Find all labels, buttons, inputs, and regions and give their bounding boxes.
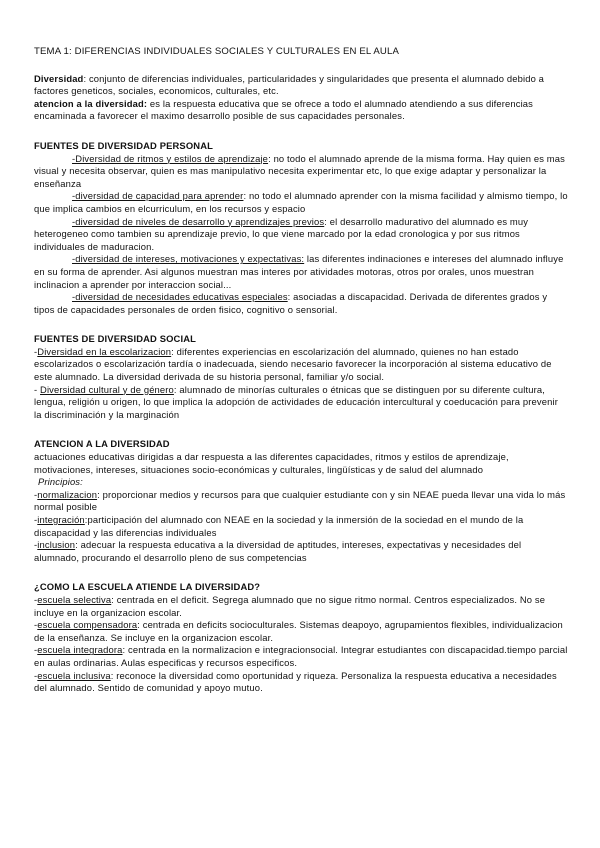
escuela-prefix: -: [34, 644, 38, 656]
escuela-text: : centrada en deficits socioculturales. Sistemas deapoyo, agrupamientos flexibles, individualizacion de la enseñanza. Se incluye en la organizacion escolar.: [34, 619, 563, 643]
social-item: [34, 346, 568, 384]
definition-diversidad: [34, 73, 568, 98]
section-heading-social: FUENTES DE DIVERSIDAD SOCIAL: [34, 333, 197, 345]
social-item-prefix: -: [34, 345, 38, 357]
personal-item-term: -diversidad de niveles de desarrollo y aprendizajes previos: [72, 215, 325, 227]
atencion-intro: actuaciones educativas dirigidas a dar respuesta a las diferentes capacidades, ritmos y estilos de aprendizaje, motivaciones, intereses, situaciones socio-económicas y culturales, lingüísticas y de salud del alumnado: [34, 451, 509, 475]
section-heading-escuela: ¿COMO LA ESCUELA ATIENDE LA DIVERSIDAD?: [34, 581, 261, 593]
social-section: [34, 333, 568, 421]
term-atencion: atencion a la diversidad:: [34, 97, 148, 109]
personal-item-term: -Diversidad de ritmos y estilos de aprendizaje: [72, 152, 269, 164]
personal-item-text: : no todo el alumnado aprender con la misma facilidad y almismo tiempo, lo que implica cambios en elcurriculum, en los recursos y espacio: [34, 190, 568, 214]
personal-item-text: las diferentes indinaciones e intereses del alumnado influye en su forma de aprender. Asi algunos muestran mas interes por atividades motoras, otros por orales, unos muestran inclinacion a aprender por interaccion social...: [34, 253, 564, 290]
personal-item: [34, 291, 568, 316]
definition-diversidad-text: : conjunto de diferencias individuales, particularidades y singularidades que presenta el alumnado debido a factores geneticos, sociales, economicos, culturales, etc.: [34, 72, 545, 97]
escuela-item: [34, 619, 568, 644]
principle-text: : proporcionar medios y recursos para que cualquier estudiante con y sin NEAE pueda llevar una vida lo más normal posible: [34, 488, 566, 513]
escuela-term: escuela selectiva: [37, 593, 112, 605]
escuela-prefix: -: [34, 619, 38, 631]
personal-item-text: : asociadas a discapacidad. Derivada de diferentes grados y tipos de capacidades personales de orden fisico, cognitivo o sensorial.: [34, 291, 548, 315]
personal-item: [34, 216, 568, 254]
escuela-term: escuela integradora: [37, 644, 123, 656]
personal-item-term: -diversidad de intereses, motivaciones y expectativas:: [72, 253, 305, 265]
escuela-text: : centrada en el deficit. Segrega alumnado que no sigue ritmo normal. Centros especializados. No se incluye en la organizacion escolar.: [34, 593, 546, 618]
social-item-term: Diversidad cultural y de género: [40, 383, 174, 395]
personal-item-text: : no todo el alumnado aprende de la misma forma. Hay quien es mas visual y necesita observar, quien es mas manipulativo necesita experimentar etc, lo que exige adaptar y personalizar la enseñanza: [34, 152, 565, 189]
social-item-text: : alumnado de minorías culturales o étnicas que se distinguen por su diferente cultura, lengua, religión u origen, lo que implica la adopción de actividades de educación intercultural y coeducación para prevenir la discriminación y la marginación: [34, 383, 558, 420]
escuela-prefix: -: [34, 669, 38, 681]
principle-term: normalizacion: [37, 488, 98, 500]
escuela-prefix: -: [34, 593, 38, 605]
social-item-prefix: -: [34, 383, 41, 395]
section-heading-atencion: ATENCION A LA DIVERSIDAD: [34, 438, 170, 450]
principle-term: integración: [37, 514, 85, 525]
principle-item: [34, 539, 568, 564]
escuela-text: : reconoce la diversidad como oportunidad y riqueza. Personaliza la respuesta educativa a necesidades del alumnado. Sentido de comunidad y apoyo mutuo.: [34, 669, 557, 694]
principle-item: [34, 514, 568, 539]
principle-text: : adecuar la respuesta educativa a la diversidad de aptitudes, intereses, expectativas y necesidades del alumnado, procurando el desarrollo pleno de sus competencias: [34, 539, 522, 563]
principle-prefix: -: [34, 514, 38, 525]
escuela-term: escuela compensadora: [37, 619, 138, 631]
principle-text: :participación del alumnado con NEAE en la sociedad y la inmersión de la sociedad en el mundo de la discapacidad y las diferencias individuales: [34, 514, 524, 538]
atencion-section: [34, 438, 568, 564]
social-item-term: Diversidad en la escolarizacion: [37, 345, 172, 357]
escuela-term: escuela inclusiva: [37, 669, 111, 681]
principle-prefix: -: [34, 488, 38, 500]
principle-prefix: -: [34, 539, 38, 551]
personal-section: [34, 140, 568, 316]
escuela-text: : centrada en la normalizacion e integracionsocial. Integrar estudiantes con discapacidad.tiempo parcial en aulas ordinarias. Aulas especificas y recursos especificos.: [34, 644, 568, 668]
personal-item-term: -diversidad de capacidad para aprender: [72, 190, 244, 202]
personal-item: [34, 253, 568, 291]
principle-item: [34, 489, 568, 514]
definitions-section: [34, 73, 568, 123]
escuela-item: [34, 594, 568, 619]
principles-label: Principios:: [38, 476, 83, 488]
section-heading-personal: FUENTES DE DIVERSIDAD PERSONAL: [34, 139, 213, 151]
social-item: [34, 384, 568, 422]
escuela-item: [34, 670, 568, 695]
personal-item-text: : el desarrollo madurativo del alumnado es muy heterogeneo como tambien su aprendizaje previo, lo que viene marcado por la edad cronologica y por sus ritmos individuales de maduracion.: [34, 215, 529, 252]
term-diversidad: Diversidad: [34, 72, 84, 84]
escuela-item: [34, 644, 568, 669]
principle-term: inclusion: [37, 539, 76, 551]
escuela-section: [34, 581, 568, 694]
definition-atencion: [34, 98, 568, 123]
definition-atencion-text: es la respuesta educativa que se ofrece a todo el alumnado atendiendo a sus diferencias encaminada a favorecer el maximo desarrollo posible de sus capacidades personales.: [34, 97, 534, 122]
social-item-text: : diferentes experiencias en escolarización del alumnado, quienes no han estado escolarizados o escolarización tardía o inadecuada, siendo necesario favorecer la incorporación al sistema educativo de este alumnado. La diversidad derivada de su historia personal, familiar y/o social.: [34, 345, 552, 383]
document-title: TEMA 1: DIFERENCIAS INDIVIDUALES SOCIALES Y CULTURALES EN EL AULA: [34, 46, 400, 57]
personal-item-term: -diversidad de necesidades educativas especiales: [72, 291, 288, 303]
personal-item: [34, 153, 568, 191]
personal-item: [34, 190, 568, 215]
